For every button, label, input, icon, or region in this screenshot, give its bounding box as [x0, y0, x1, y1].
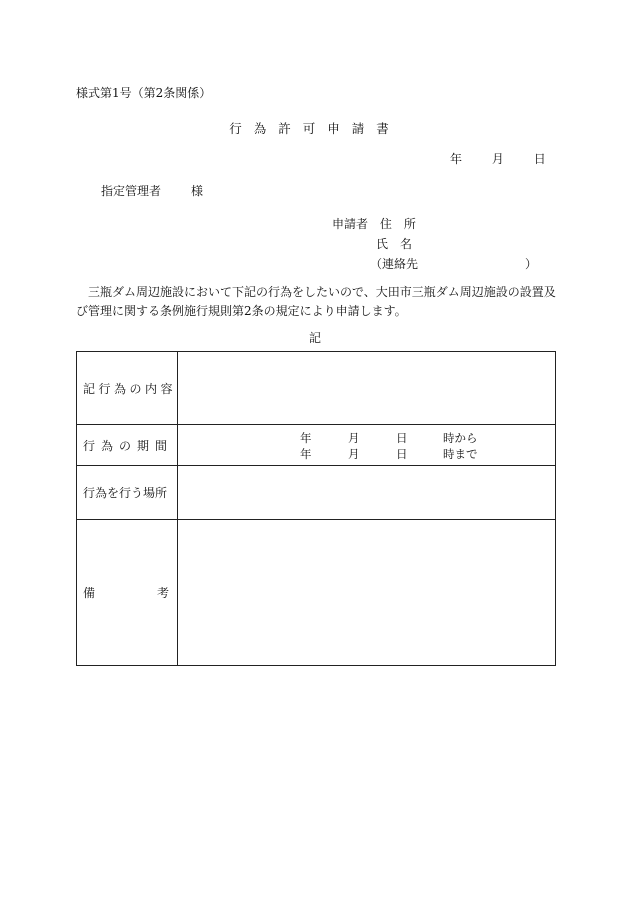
period-start-month: 月: [348, 431, 360, 445]
date-month: 月: [491, 152, 504, 166]
period-end-time: 時まで: [443, 447, 478, 461]
date-line: [450, 150, 546, 167]
content-label-cell: [77, 352, 178, 425]
body-text: 三瓶ダム周辺施設において下記の行為をしたいので、大田市三瓶ダム周辺施設の設置及び管理に関する条例施行規則第2条の規定により申請します。: [76, 285, 556, 318]
period-start-day: 日: [396, 431, 408, 445]
recipient-label: 指定管理者: [101, 184, 162, 198]
table-row-period: [77, 425, 556, 466]
form-number: 様式第1号（第2条関係）: [76, 86, 212, 100]
recipient-honorific: 様: [191, 184, 204, 198]
applicant-block: [332, 214, 538, 274]
table-row-place: [77, 466, 556, 520]
applicant-role: 申請者: [332, 217, 369, 231]
place-label-cell: [77, 466, 178, 520]
place-label: 行為を行う場所: [83, 486, 168, 500]
applicant-name-label: 氏 名: [376, 237, 413, 251]
recipient: [101, 182, 203, 199]
table-row-remarks: [77, 520, 556, 666]
remarks-label: [83, 584, 177, 601]
remarks-label-cell: [77, 520, 178, 666]
period-end-day: 日: [396, 447, 408, 461]
period-value-cell[interactable]: [178, 425, 556, 466]
date-day: 日: [533, 152, 546, 166]
place-value-cell[interactable]: [178, 466, 556, 520]
period-label: 行為の期間: [83, 438, 174, 453]
remarks-label-2: 考: [156, 586, 169, 600]
applicant-address-label: 住 所: [379, 217, 416, 231]
table-row-content: [77, 352, 556, 425]
date-year: 年: [450, 152, 463, 166]
period-end-month: 月: [348, 447, 360, 461]
period-label-cell: [77, 425, 178, 466]
period-start-year: 年: [300, 431, 312, 445]
remarks-value-cell[interactable]: [178, 520, 556, 666]
period-start-time: 時から: [443, 431, 478, 445]
ki-heading: 記: [308, 331, 321, 345]
remarks-label-1: 備: [83, 586, 96, 600]
document-title: 行為許可申請書: [229, 121, 401, 136]
applicant-contact-label: （連絡先: [370, 257, 419, 271]
period-end-year: 年: [300, 447, 312, 461]
applicant-contact-close: ）: [525, 257, 538, 271]
content-value-cell[interactable]: [178, 352, 556, 425]
content-label: 記行為の内容: [83, 381, 177, 396]
application-table: [76, 351, 556, 666]
